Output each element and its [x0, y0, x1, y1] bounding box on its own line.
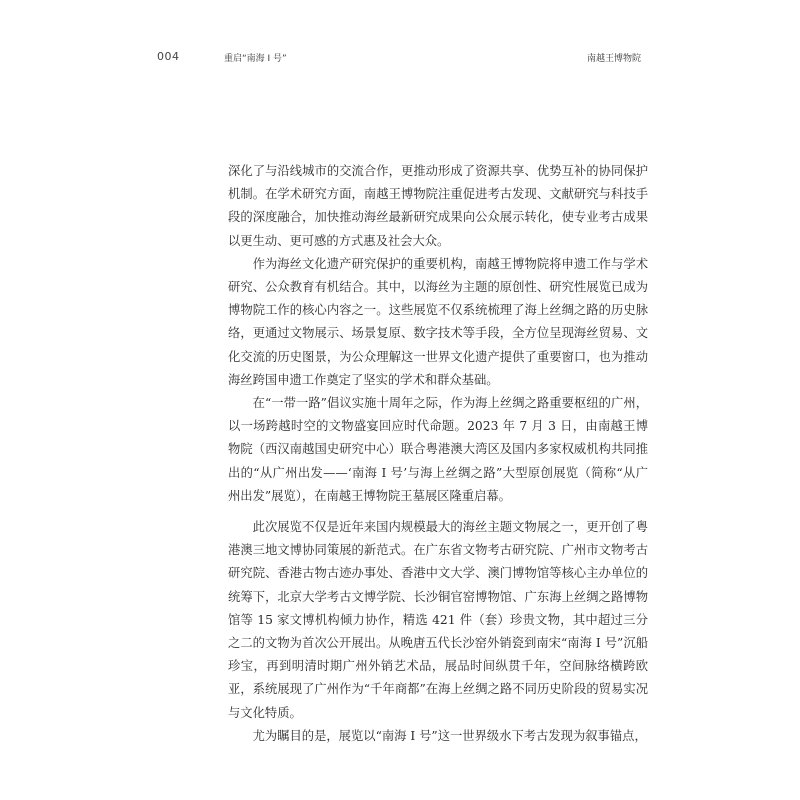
paragraph-1: 深化了与沿线城市的交流合作，更推动形成了资源共享、优势互补的协同保护机制。在学术研究方面，南越王博物院注重促进考古发现、文献研究与科技手段的深度融合，加快推动海丝最新研究成果向公众展示转化，使专业考古成果以更生动、更可感的方式惠及社会大众。 [228, 164, 648, 248]
page-number: 004 [157, 50, 180, 63]
paragraph-2: 作为海丝文化遗产研究保护的重要机构，南越王博物院将申遗工作与学术研究、公众教育有机结合。其中，以海丝为主题的原创性、研究性展览已成为博物院工作的核心内容之一。这些展览不仅系统梳理了海上丝绸之路的历史脉络，更通过文物展示、场景复原、数字技术等手段，全方位呈现海丝贸易、文化交流的历史图景，为公众理解这一世界文化遗产提供了重要窗口，也为推动海丝跨国申遗工作奠定了坚实的学术和群众基础。 [228, 256, 648, 387]
running-title-book: 重启“南海 I 号” [224, 54, 287, 64]
paragraph-4: 此次展览不仅是近年来国内规模最大的海丝主题文物展之一，更开创了粤港澳三地文博协同策展的新范式。在广东省文物考古研究院、广州市文物考古研究院、香港古物古迹办事处、香港中文大学、澳门博物馆等核心主办单位的统筹下，北京大学考古文博学院、长沙铜官窑博物馆、广东海上丝绸之路博物馆等 15 家文博机构倾力协作，精选 421 件（套）珍贵文物，其中超过三分之二的文物为首次公开展出。从晚唐五代长沙窑外销瓷到南宋“南海 I 号”沉船珍宝，再到明清时期广州外销艺术品，展品时间纵贯千年，空间脉络横跨欧亚，系统展现了广州作为“千年商都”在海上丝绸之路不同历史阶段的贸易实况与文化特质。 [228, 520, 648, 720]
paragraph-3: 在“一带一路”倡议实施十周年之际，作为海上丝绸之路重要枢纽的广州，以一场跨越时空的文物盛宴回应时代命题。2023 年 7 月 3 日，由南越王博物院（西汉南越国史研究中心）联合粤港澳大湾区及国内多家权威机构共同推出的“从广州出发——‘南海 I 号’与海上丝绸之路”大型原创展览（简称“从广州出发”展览），在南越王博物院王墓展区隆重启幕。 [228, 396, 648, 503]
body-text [228, 160, 648, 748]
running-title-institution: 南越王博物院 [586, 54, 641, 64]
paragraph-5: 尤为瞩目的是，展览以“南海 I 号”这一世界级水下考古发现为叙事锚点， [252, 728, 647, 743]
